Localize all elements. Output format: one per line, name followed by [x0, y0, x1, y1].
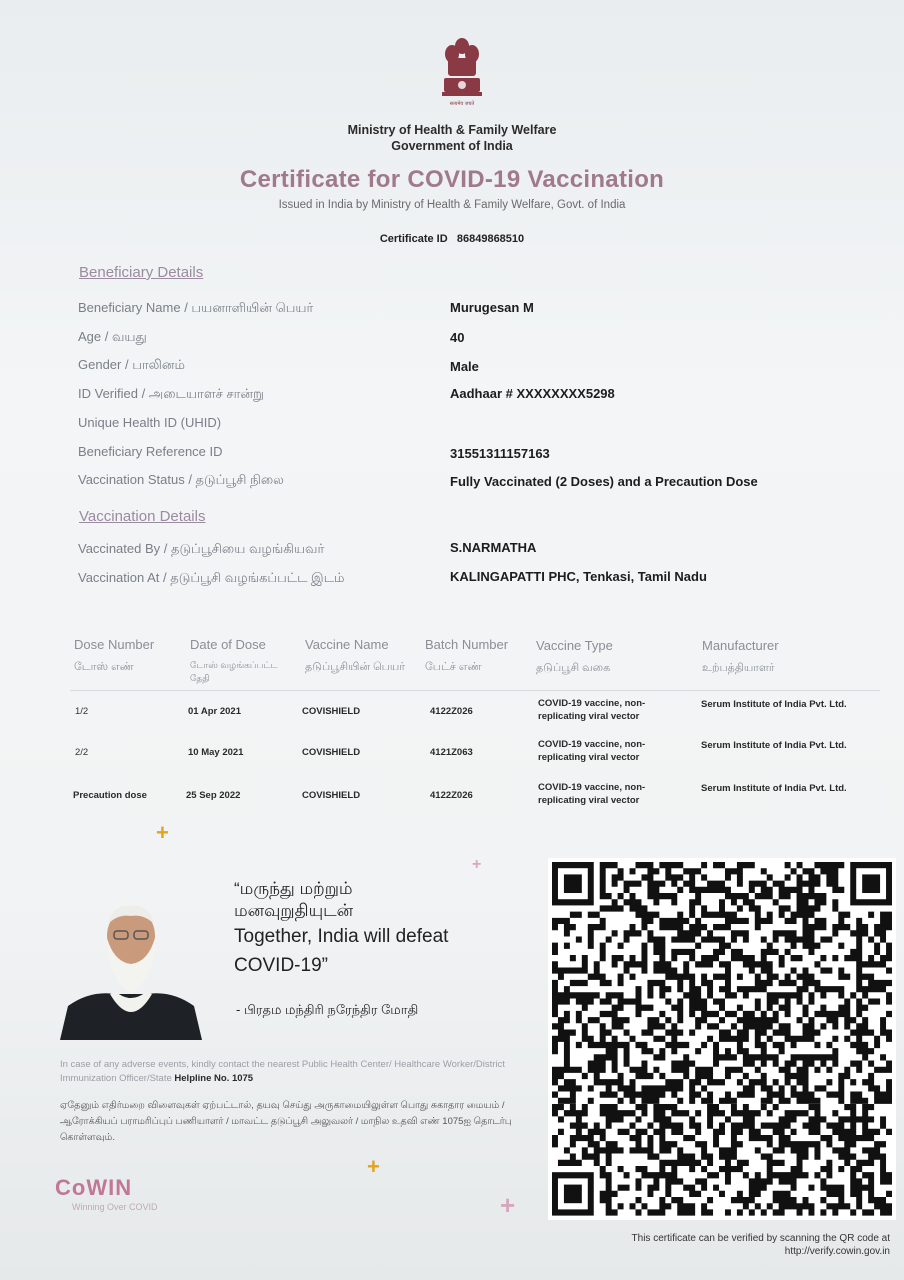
plus-decoration-icon: + [156, 820, 169, 845]
issued-by: Issued in India by Ministry of Health & Family Welfare, Govt. of India [278, 199, 626, 211]
gender-label: Gender / பாலினம் [78, 357, 185, 372]
vaccination-at-label: Vaccination At / தடுப்பூசி வழங்கப்பட்ட இடம் [78, 570, 345, 585]
adverse-events-notice: In case of any adverse events, kindly contact the nearest Public Health Center/ Healthcare Worker/District Immunization Officer/State Helpline No. 1075 [60, 1059, 505, 1084]
header-vaccine-name: Vaccine Name தடுப்பூசியின் பெயர் [305, 637, 406, 673]
plus-decoration-icon: + [367, 1154, 380, 1179]
header-batch-number: Batch Number பேட்ச் எண் [425, 637, 509, 673]
portrait-icon [60, 898, 202, 1040]
certificate-id: Certificate ID 86849868510 [379, 233, 525, 245]
reference-id-label: Beneficiary Reference ID [78, 444, 223, 459]
dose-cell: 1/2 [75, 706, 89, 717]
svg-text:सत्यमेव जयते: सत्यमेव जयते [449, 101, 475, 107]
qr-code[interactable] [548, 858, 896, 1220]
vaccine-type-cell: COVID-19 vaccine, non-replicating viral vector [538, 739, 646, 763]
dose-cell: 2/2 [75, 747, 89, 758]
cowin-tagline: Winning Over COVID [72, 1202, 158, 1212]
quote-attribution: - பிரதம மந்திரி நரேந்திர மோதி [236, 1002, 419, 1017]
vaccination-at-value: KALINGAPATTI PHC, Tenkasi, Tamil Nadu [450, 569, 707, 584]
header-dose-number: Dose Number டோஸ் எண் [74, 637, 155, 673]
header-date-of-dose: Date of Dose டோஸ் வழங்கப்பட்ட தேதி [190, 637, 278, 683]
date-cell: 25 Sep 2022 [186, 790, 241, 801]
id-verified-value: Aadhaar # XXXXXXXX5298 [450, 386, 615, 401]
header-vaccine-type: Vaccine Type தடுப்பூசி வகை [536, 638, 613, 674]
uhid-label: Unique Health ID (UHID) [78, 415, 222, 430]
vaccine-type-cell: COVID-19 vaccine, non-replicating viral vector [538, 782, 646, 806]
date-cell: 01 Apr 2021 [188, 706, 241, 717]
pm-quote: “மருந்து மற்றும் மனவுறுதியுடன் Together, India will defeat COVID-19” [234, 879, 449, 976]
dose-cell: Precaution dose [73, 790, 147, 801]
reference-id-value: 31551311157163 [450, 446, 550, 461]
date-cell: 10 May 2021 [188, 747, 244, 758]
vaccinated-by-label: Vaccinated By / தடுப்பூசியை வழங்கியவர் [78, 541, 325, 556]
vaccinated-by-value: S.NARMATHA [450, 540, 537, 555]
ministry-name: Ministry of Health & Family Welfare Government of India [347, 123, 557, 153]
beneficiary-name-label: Beneficiary Name / பயனாளியின் பெயர் [78, 300, 314, 315]
beneficiary-name-value: Murugesan M [450, 300, 534, 315]
vaccine-name-cell: COVISHIELD [302, 790, 361, 801]
vaccination-section-title: Vaccination Details [79, 508, 206, 525]
vaccine-name-cell: COVISHIELD [302, 747, 361, 758]
plus-decoration-icon: + [472, 856, 482, 873]
table-divider [70, 690, 880, 691]
cowin-logo: CoWIN [55, 1175, 133, 1200]
verify-note: This certificate can be verified by scanning the QR code at http://verify.cowin.gov.in [631, 1233, 890, 1257]
adverse-events-notice-tamil: ஏதேனும் எதிர்மறை விளைவுகள் ஏற்பட்டால், தயவு செய்து அருகாமையிலுள்ள பொது சுகாதார மையம் / ஆரோக்கியப் பராமரிப்புப் பணியாளர் / மாவட்ட தடுப்பூசி அலுவலர் / மாநில உதவி எண் 1075ஐ தொடர்பு கொள்ளவும். [60, 1100, 512, 1143]
certificate-title: Certificate for COVID-19 Vaccination [239, 166, 665, 193]
header-manufacturer: Manufacturer உற்பத்தியாளர் [702, 638, 779, 674]
batch-cell: 4121Z063 [430, 747, 473, 758]
national-emblem-icon [438, 34, 486, 110]
id-verified-label: ID Verified / அடையாளச் சான்று [78, 386, 264, 401]
vaccination-status-label: Vaccination Status / தடுப்பூசி நிலை [78, 472, 284, 487]
vaccine-type-cell: COVID-19 vaccine, non-replicating viral vector [538, 698, 646, 722]
batch-cell: 4122Z026 [430, 790, 473, 801]
manufacturer-cell: Serum Institute of India Pvt. Ltd. [701, 699, 847, 710]
age-value: 40 [450, 330, 465, 345]
manufacturer-cell: Serum Institute of India Pvt. Ltd. [701, 783, 847, 794]
beneficiary-section-title: Beneficiary Details [79, 264, 204, 281]
gender-value: Male [450, 359, 479, 374]
plus-decoration-icon: + [500, 1190, 516, 1220]
manufacturer-cell: Serum Institute of India Pvt. Ltd. [701, 740, 847, 751]
batch-cell: 4122Z026 [430, 706, 473, 717]
vaccination-status-value: Fully Vaccinated (2 Doses) and a Precaution Dose [450, 474, 758, 489]
vaccine-name-cell: COVISHIELD [302, 706, 361, 717]
age-label: Age / வயது [78, 329, 147, 344]
